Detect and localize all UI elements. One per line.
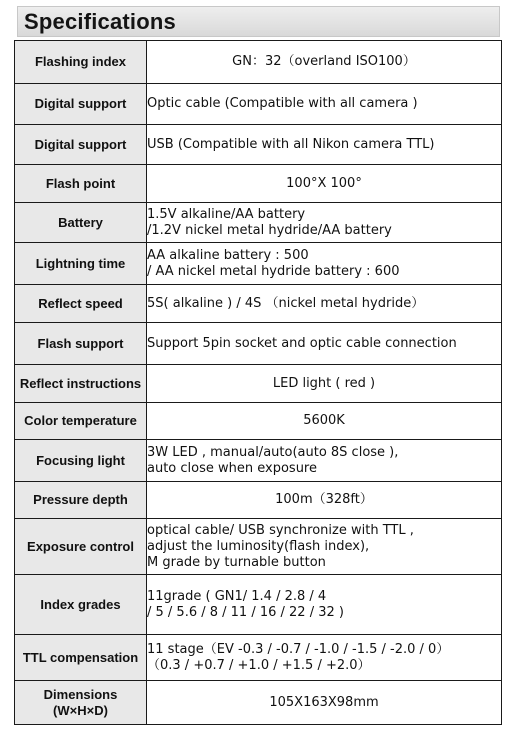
value-line: GN：32（overland ISO100） <box>232 54 416 69</box>
row-label: Pressure depth <box>15 482 147 519</box>
row-label <box>15 681 147 725</box>
value-line: 3W LED , manual/auto(auto 8S close ), <box>147 444 399 460</box>
row-value <box>147 440 502 482</box>
table-row <box>15 165 502 203</box>
row-value <box>147 635 502 681</box>
row-value <box>147 203 502 243</box>
table-row <box>15 203 502 243</box>
value-line: USB (Compatible with all Nikon camera TTL) <box>147 136 435 152</box>
row-value <box>147 365 502 403</box>
row-value <box>147 165 502 203</box>
row-label: Focusing light <box>15 440 147 482</box>
row-label: Flash point <box>15 165 147 203</box>
table-row <box>15 681 502 725</box>
value-line: 100°X 100° <box>286 175 362 191</box>
row-value <box>147 41 502 84</box>
row-label: Index grades <box>15 575 147 635</box>
row-label: Flashing index <box>15 41 147 84</box>
value-line: adjust the luminosity(flash index), <box>147 538 370 554</box>
row-label: Digital support <box>15 84 147 125</box>
row-label: Digital support <box>15 125 147 165</box>
row-value <box>147 519 502 575</box>
table-row <box>15 365 502 403</box>
table-row <box>15 41 502 84</box>
table-row <box>15 519 502 575</box>
row-label: Color temperature <box>15 403 147 440</box>
table-row <box>15 403 502 440</box>
value-line: 100m（328ft） <box>275 492 373 507</box>
value-line: 5S( alkaline ) / 4S （nickel metal hydride） <box>147 295 425 311</box>
table-row <box>15 285 502 323</box>
table-row <box>15 125 502 165</box>
table-row <box>15 635 502 681</box>
value-line: AA alkaline battery : 500 <box>147 247 309 263</box>
row-label: TTL compensation <box>15 635 147 681</box>
value-line: M grade by turnable button <box>147 554 326 570</box>
value-line: 5600K <box>303 413 345 428</box>
value-line: （0.3 / +0.7 / +1.0 / +1.5 / +2.0） <box>147 657 371 673</box>
title-bar <box>17 6 500 37</box>
table-row <box>15 243 502 285</box>
row-value <box>147 84 502 125</box>
row-value <box>147 681 502 725</box>
table-row <box>15 440 502 482</box>
row-label: Flash support <box>15 323 147 365</box>
table-row <box>15 482 502 519</box>
table-row <box>15 575 502 635</box>
page-title: Specifications <box>24 9 176 34</box>
row-value <box>147 323 502 365</box>
row-value <box>147 482 502 519</box>
value-line: optical cable/ USB synchronize with TTL , <box>147 522 414 538</box>
value-line: 11grade ( GN1/ 1.4 / 2.8 / 4 <box>147 588 327 604</box>
value-line: LED light ( red ) <box>272 375 376 391</box>
value-line: / AA nickel metal hydride battery : 600 <box>147 263 400 279</box>
value-line: auto close when exposure <box>147 460 317 476</box>
value-line: 1.5V alkaline/AA battery <box>147 206 306 222</box>
row-value <box>147 575 502 635</box>
row-label: Battery <box>15 203 147 243</box>
label-line: (W×H×D) <box>53 702 108 718</box>
specifications-table <box>14 40 502 725</box>
row-label: Reflect speed <box>15 285 147 323</box>
row-label: Exposure control <box>15 519 147 575</box>
row-value <box>147 403 502 440</box>
value-line: /1.2V nickel metal hydride/AA battery <box>147 222 392 238</box>
value-line: 11 stage（EV -0.3 / -0.7 / -1.0 / -1.5 / -2.0 / 0） <box>147 641 450 657</box>
value-line: Support 5pin socket and optic cable connection <box>147 335 457 351</box>
row-label: Reflect instructions <box>15 365 147 403</box>
row-label: Lightning time <box>15 243 147 285</box>
table-row <box>15 84 502 125</box>
row-value <box>147 243 502 285</box>
table-row <box>15 323 502 365</box>
label-line: Dimensions <box>43 686 118 702</box>
row-value <box>147 285 502 323</box>
value-line: 105X163X98mm <box>269 694 379 710</box>
value-line: / 5 / 5.6 / 8 / 11 / 16 / 22 / 32 ) <box>147 604 344 620</box>
row-value <box>147 125 502 165</box>
value-line: Optic cable (Compatible with all camera ) <box>147 96 418 111</box>
